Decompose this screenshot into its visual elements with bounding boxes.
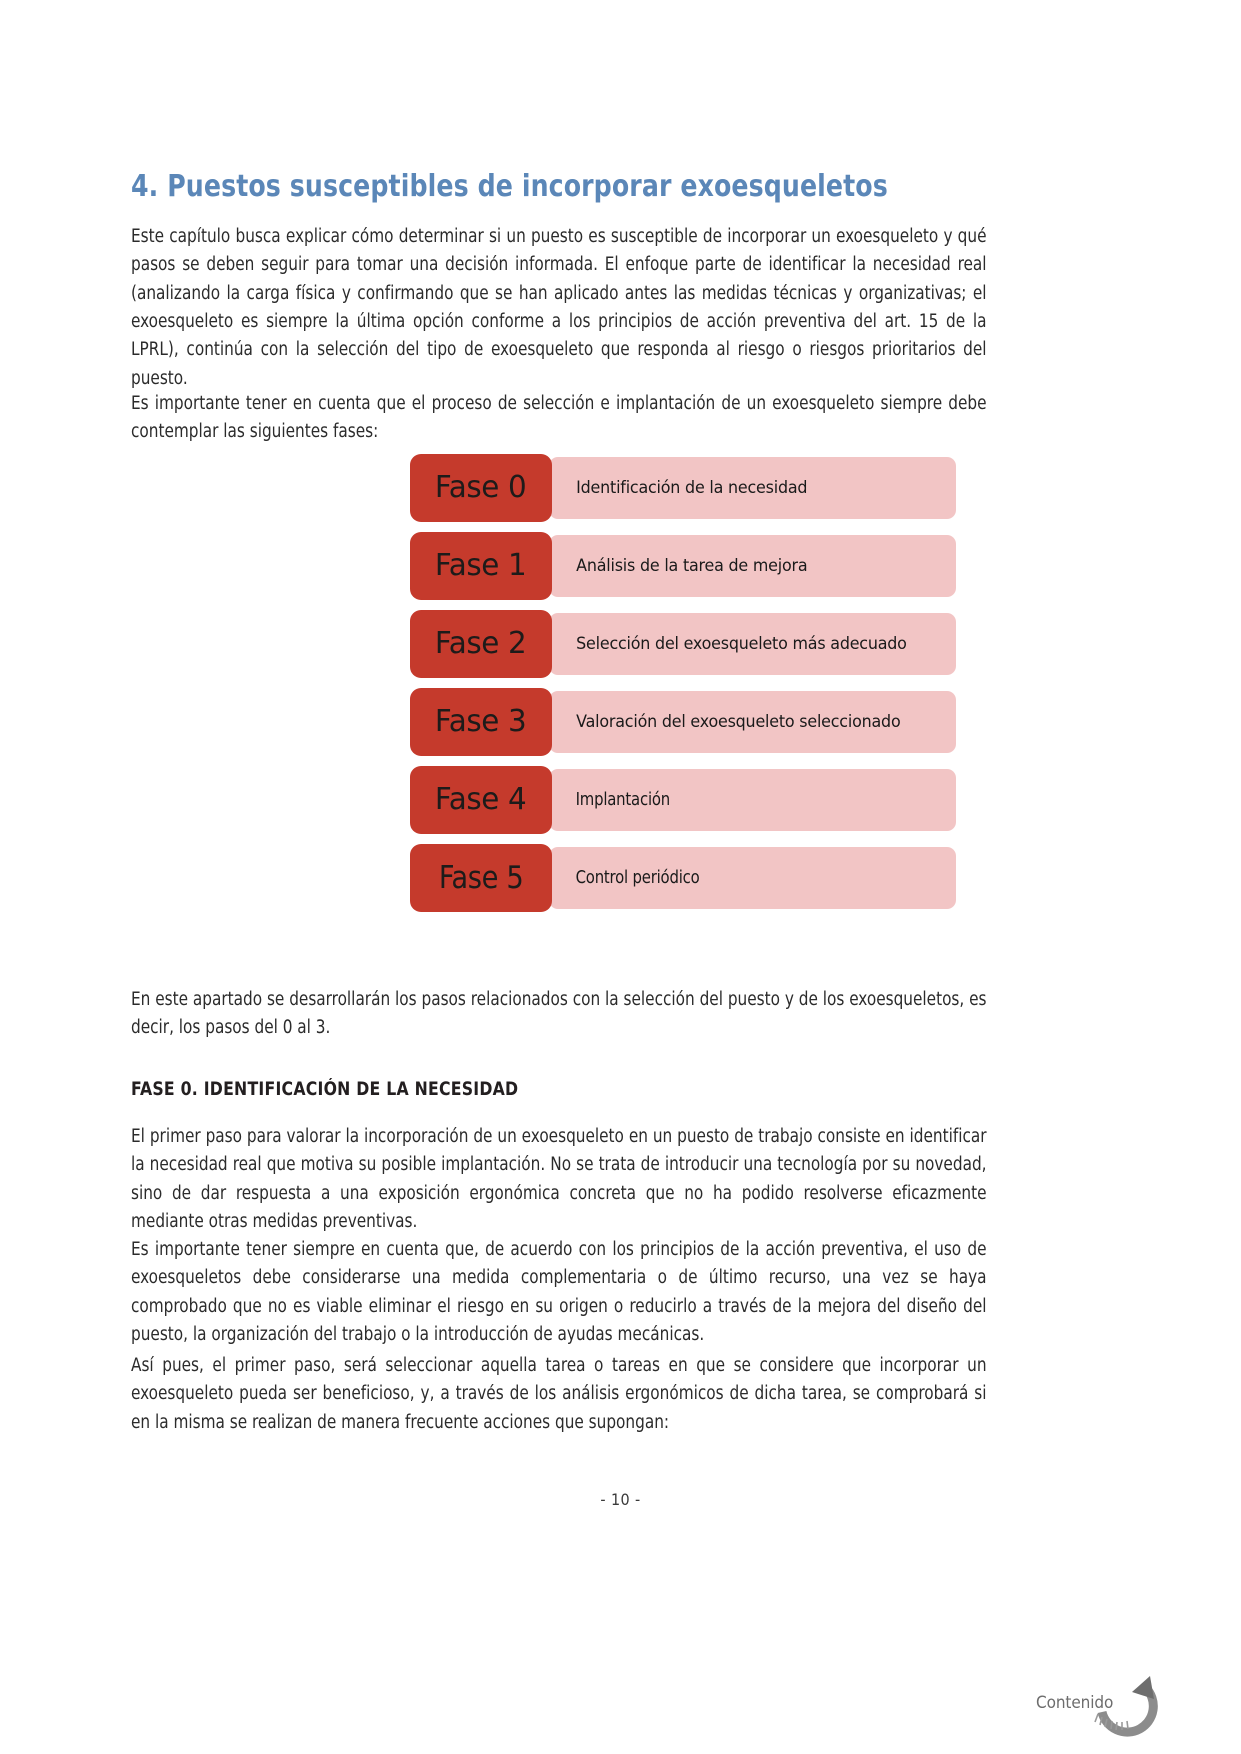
paragraph-intro: Este capítulo busca explicar cómo determinar si un puesto es susceptible de incorporar un exoesqueleto y qué pasos se deben seguir para tomar una decisión informada. El enfoque parte de identificar la necesidad real (analizando la carga física y confirmando que se han aplicado antes las medidas técnicas y organizativas; el exoesqueleto es siempre la última opción conforme a los principios de acción preventiva del art. 15 de la LPRL), continúa con la selección del tipo de exoesqueleto que responda al riesgo o riesgos prioritarios del puesto. [131,226,987,389]
phase-description: Valoración del exoesqueleto seleccionado [576,712,901,731]
phases-diagram [410,454,956,912]
phase-description: Implantación [575,790,671,810]
phase-description-bar [549,691,956,753]
phase-chip [410,610,552,678]
phase-row [410,766,956,834]
phase-label: Fase 4 [435,782,527,817]
phase-label: Fase 5 [438,860,524,896]
phase-label: Fase 1 [435,548,527,583]
phase-description-bar [549,535,956,597]
phase-row [410,454,956,522]
phase-label: Fase 2 [435,626,527,661]
phase-chip [410,688,552,756]
phase-description: Control periódico [575,868,700,888]
phase-chip [410,454,552,522]
phase-description: Selección del exoesqueleto más adecuado [576,634,907,653]
paragraph-fase0-importante: Es importante tener siempre en cuenta que, de acuerdo con los principios de la acción preventiva, el uso de exoesqueletos debe considerarse una medida complementaria o de último recurso, una vez se haya comprobado que no es viable eliminar el riesgo en su origen o reducirlo a través de la mejora del diseño del puesto, la organización del trabajo o la introducción de ayudas mecánicas. [131,1239,987,1346]
phase-description: Identificación de la necesidad [576,478,808,497]
phase-description-bar [549,613,956,675]
paragraph-apartado: En este apartado se desarrollarán los pasos relacionados con la selección del puesto y de los exoesqueletos, es decir, los pasos del 0 al 3. [131,989,987,1039]
phase-label: Fase 3 [435,704,527,739]
contenido-back-badge[interactable] [1028,1668,1203,1740]
phase-row [410,610,956,678]
page-number: - 10 - [600,1490,641,1509]
phase-description-bar [549,457,956,519]
phase-chip [410,532,552,600]
phase-chip [410,844,552,912]
phase-row [410,688,956,756]
section-heading-fase0: FASE 0. IDENTIFICACIÓN DE LA NECESIDAD [131,1079,519,1101]
paragraph-fases-lead: Es importante tener en cuenta que el proceso de selección e implantación de un exoesqueleto siempre debe contemplar las siguientes fases: [131,393,987,443]
paragraph-fase0-primer: El primer paso para valorar la incorporación de un exoesqueleto en un puesto de trabajo consiste en identificar la necesidad real que motiva su posible implantación. No se trata de introducir una tecnología por su novedad, sino de dar respuesta a una exposición ergonómica concreta que no ha podido resolverse eficazmente mediante otras medidas preventivas. [131,1126,987,1233]
phase-label: Fase 0 [435,470,527,505]
paragraph-fase0-asi: Así pues, el primer paso, será seleccionar aquella tarea o tareas en que se considere que incorporar un exoesqueleto pueda ser beneficioso, y, a través de los análisis ergonómicos de dicha tarea, se comprobará si en la misma se realizan de manera frecuente acciones que supongan: [131,1355,987,1433]
page-title: 4. Puestos susceptibles de incorporar exoesqueletos [131,169,888,205]
phase-description-bar [549,847,956,909]
phase-description: Análisis de la tarea de mejora [576,556,808,575]
phase-row [410,844,956,912]
phase-description-bar [549,769,956,831]
phase-row [410,532,956,600]
contenido-label: Contenido [1036,1693,1114,1713]
phase-chip [410,766,552,834]
